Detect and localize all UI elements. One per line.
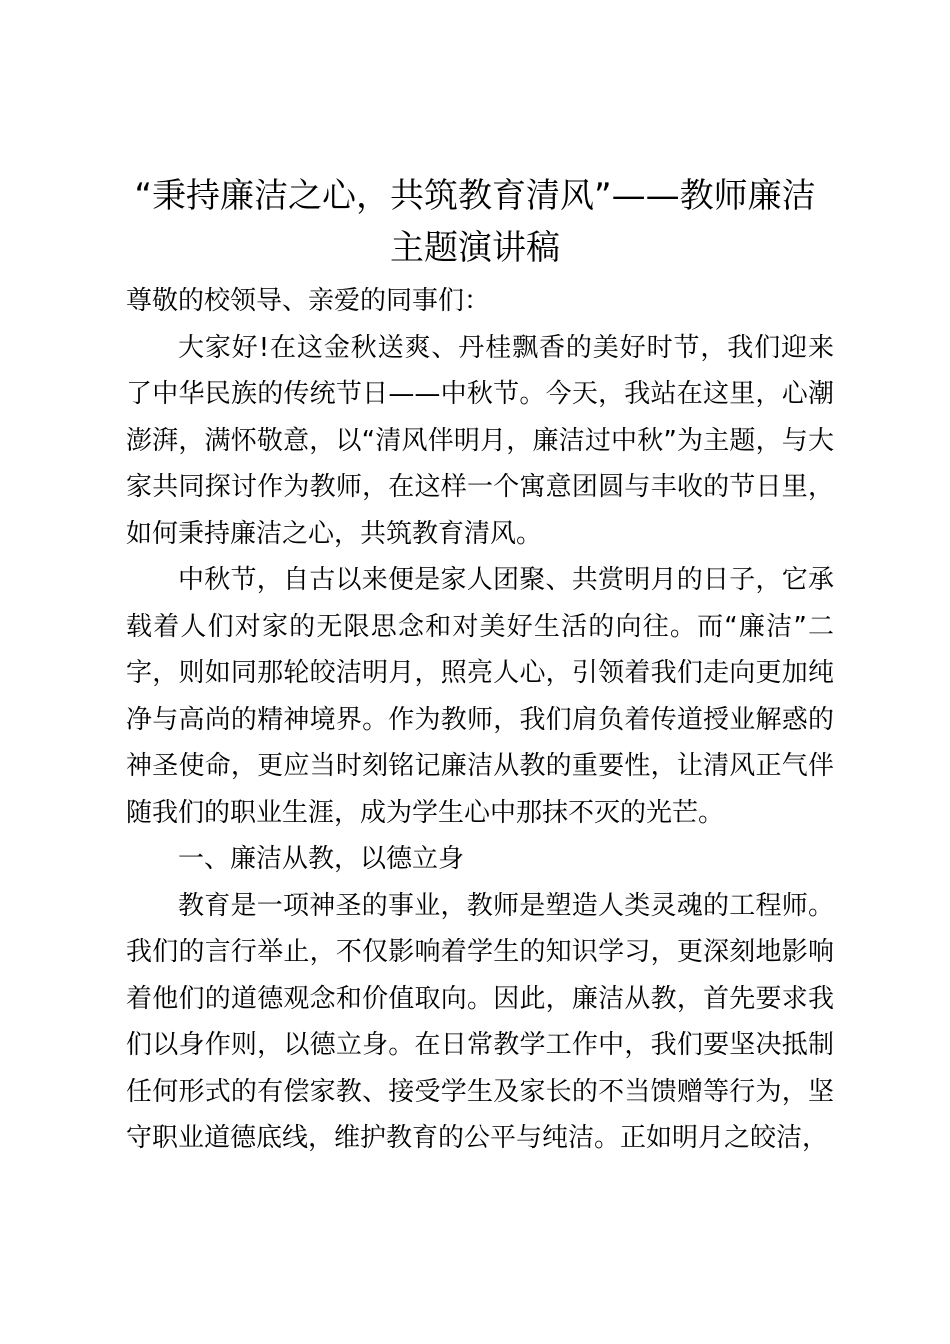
paragraph-mid-autumn: 中秋节，自古以来便是家人团聚、共赏明月的日子，它承载着人们对家的无限思念和对美好生活的向往。而“廉洁”二字，则如同那轮皎洁明月，照亮人心，引领着我们走向更加纯净与高尚的精神境界。作为教师，我们肩负着传道授业解惑的神圣使命，更应当时刻铭记廉洁从教的重要性，让清风正气伴随我们的职业生涯，成为学生心中那抹不灭的光芒。 (126, 565, 834, 828)
paragraph-greeting: 大家好!在这金秋送爽、丹桂飘香的美好时节，我们迎来了中华民族的传统节日——中秋节。今天，我站在这里，心潮澎湃，满怀敬意，以“清风伴明月，廉洁过中秋”为主题，与大家共同探讨作为教师，在这样一个寓意团圆与丰收的节日里，如何秉持廉洁之心，共筑教育清风。 (126, 332, 834, 549)
salutation: 尊敬的校领导、亲爱的同事们： (126, 286, 491, 316)
title-line-2: 主题演讲稿 (390, 228, 560, 268)
title-line-1: “秉持廉洁之心，共筑教育清风”——教师廉洁 (134, 176, 816, 216)
document-title (100, 170, 850, 274)
section-heading: 一、廉洁从教，以德立身 (178, 844, 465, 874)
paragraph-section-1: 教育是一项神圣的事业，教师是塑造人类灵魂的工程师。我们的言行举止，不仅影响着学生的知识学习，更深刻地影响着他们的道德观念和价值取向。因此，廉洁从教，首先要求我们以身作则，以德立身。在日常教学工作中，我们要坚决抵制任何形式的有偿家教、接受学生及家长的不当馈赠等行为，坚守职业道德底线，维护教育的公平与纯洁。正如明月之皎洁， (126, 890, 834, 1153)
document-body (126, 278, 834, 1162)
